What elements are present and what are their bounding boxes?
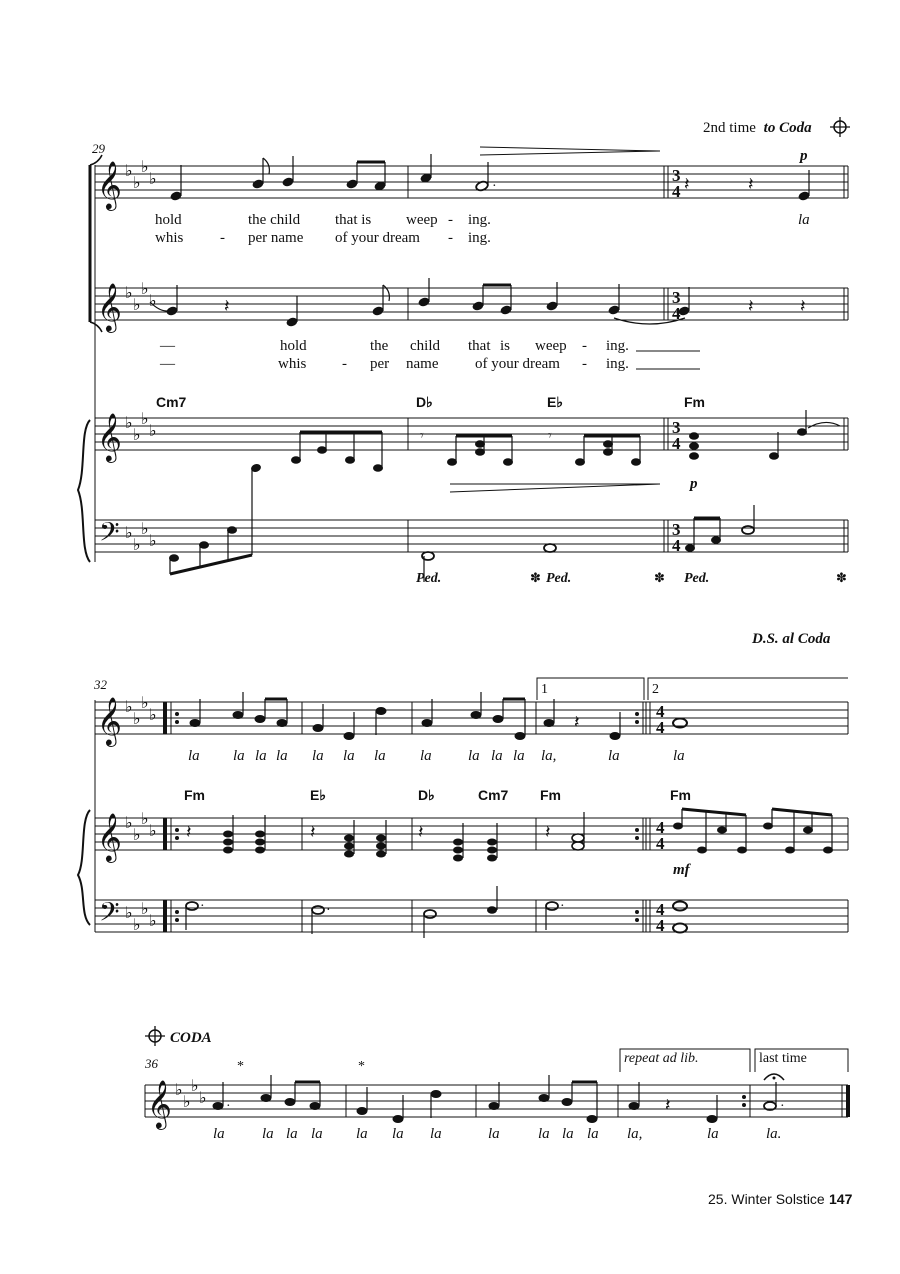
breath-mark: * [358,1059,365,1074]
lyric: name [406,356,439,372]
flat-icon: ♭ [133,827,141,844]
hairpin-piano [450,484,660,492]
piano-lh-notes [169,505,754,582]
chord-symbol: Cm7 [156,394,187,410]
pedal-marks [416,570,847,586]
treble-clef-icon: 𝄞 [97,815,122,861]
volta-bracket-1 [537,678,644,700]
lyric: la [513,748,525,764]
flat-icon: ♭ [141,695,149,712]
ending-number: 2 [652,682,659,697]
quarter-rest-icon: 𝄽 [684,174,690,194]
time-signature: 4 [656,916,665,935]
coda-heading [145,1026,212,1046]
flat-icon: ♭ [133,297,141,314]
voice1-notes [169,154,810,207]
flat-icon: ♭ [125,815,133,832]
flat-icon: ♭ [141,811,149,828]
lyric: that [468,338,491,354]
chord-symbol: E♭ [547,394,563,410]
svg-text:𝄽: 𝄽 [574,712,580,732]
system-1 [78,141,847,586]
lyric: la [587,1126,599,1142]
treble-clef-icon: 𝄞 [97,285,122,331]
hairpin-decrescendo [480,147,660,155]
dynamic-mf: mf [673,862,690,878]
lyric: la [420,748,432,764]
time-signature: 3 [672,288,681,307]
piano-rh-chords [186,809,833,862]
lyric: weep [535,338,567,354]
direction-prefix: 2nd time [703,120,756,136]
coda-lyrics [213,1126,781,1142]
svg-text:𝄽: 𝄽 [310,822,316,842]
page-number: 147 [829,1191,853,1207]
lyric: la. [766,1126,782,1142]
fermata-icon [764,1074,784,1080]
time-signature: 4 [656,818,665,837]
flat-icon: ♭ [183,1094,191,1111]
time-signature: 4 [656,718,665,737]
lyric: la [233,748,245,764]
lyric: la [538,1126,550,1142]
chord-symbol: Fm [670,787,691,803]
lyric: la [213,1126,225,1142]
svg-text:·: · [780,1099,785,1114]
lyric: la [312,748,324,764]
flat-icon: ♭ [149,171,157,188]
piano-brace-icon [78,810,90,925]
lyric: weep [406,212,438,228]
treble-clef-icon: 𝄞 [97,163,122,209]
coda-label: CODA [170,1030,212,1046]
lyric: - [220,230,225,246]
ds-al-coda-instruction: D.S. al Coda [752,631,831,647]
flat-icon: ♭ [125,163,133,180]
svg-text:·: · [560,899,565,914]
flat-icon: ♭ [149,913,157,930]
pedal-release-icon: ✽ [530,570,541,585]
treble-clef-icon: 𝄞 [97,699,122,745]
chord-symbol: E♭ [310,787,326,803]
lyric: la [491,748,503,764]
last-time-label: last time [759,1051,807,1066]
measure-number: 29 [92,141,105,156]
voice2-lyrics-line2 [159,356,700,372]
lyric: the [370,338,389,354]
lyric: la [262,1126,274,1142]
bracket-repeat-ad-lib [620,1049,750,1072]
svg-text:·: · [172,192,177,207]
time-signature: 4 [672,434,681,453]
lyric: la [707,1126,719,1142]
coda-direction [703,117,850,137]
voice2-staff [95,281,848,333]
flat-icon: ♭ [149,533,157,550]
pedal-down-mark: Ped. [416,571,442,586]
flat-icon: ♭ [141,281,149,298]
bass-clef-icon: 𝄢 [99,517,120,553]
lyric: child [410,338,440,354]
svg-text:𝄾: 𝄾 [548,429,552,444]
flat-icon: ♭ [149,293,157,310]
piano-brace-icon [78,420,90,562]
lyric: la [311,1126,323,1142]
lyric: ing. [468,212,491,228]
lyric: - [448,212,453,228]
melody-notes [190,692,688,740]
lyric: that is [335,212,372,228]
voice1-lyrics-line2 [155,230,491,246]
flat-icon: ♭ [149,707,157,724]
flat-icon: ♭ [125,699,133,716]
piano-lh-notes [186,886,687,938]
lyric: — [160,338,175,354]
repeat-ad-lib-label: repeat ad lib. [624,1051,699,1066]
time-signature: 4 [656,834,665,853]
chord-symbol: Fm [540,787,561,803]
treble-clef-icon: 𝄞 [97,415,122,461]
bass-clef-icon: 𝄢 [99,897,120,933]
flat-icon: ♭ [191,1078,199,1095]
chord-symbol: Fm [684,394,705,410]
svg-text:·: · [326,903,331,918]
lyric: hold [280,338,307,354]
flat-icon: ♭ [133,175,141,192]
lyric: ing. [468,230,491,246]
svg-text:𝄽: 𝄽 [748,296,754,316]
lyric: la [608,748,620,764]
lyric: la [286,1126,298,1142]
piano-lh-staff [95,897,848,935]
voice1-staff [95,159,848,211]
song-title: 25. Winter Solstice [708,1191,825,1207]
lyric: of your dream [335,230,420,246]
flat-icon: ♭ [175,1082,183,1099]
lyric: per [370,356,390,372]
flat-icon: ♭ [125,905,133,922]
lyric: la [798,212,810,228]
lyric: la [188,748,200,764]
lyric: la, [627,1126,643,1142]
svg-text:2nd time to Coda [703,120,812,136]
flat-icon: ♭ [149,823,157,840]
melody-lyrics [188,748,685,764]
breath-mark: * [237,1059,244,1074]
lyric: la, [541,748,557,764]
melody-staff [95,695,848,747]
ending-number: 1 [541,682,548,697]
lyric: hold [155,212,182,228]
time-signature: 3 [672,520,681,539]
time-signature: 4 [672,304,681,323]
piano-lh-staff [95,517,848,555]
flat-icon: ♭ [141,411,149,428]
lyric: la [276,748,288,764]
lyric: - [582,356,587,372]
system-2 [78,631,848,938]
svg-text:𝄽: 𝄽 [418,822,424,842]
quarter-rest-icon: 𝄽 [748,174,754,194]
pedal-release-icon: ✽ [654,570,665,585]
svg-text:𝄽: 𝄽 [224,296,230,316]
lyric: of your dream [475,356,560,372]
flat-icon: ♭ [125,285,133,302]
coda-system [144,1026,848,1142]
svg-text:·: · [200,899,205,914]
lyric: per name [248,230,304,246]
page-footer [708,1191,853,1207]
lyric: la [430,1126,442,1142]
volta-bracket-2 [648,678,848,700]
lyric: la [374,748,386,764]
coda-melody-notes [213,1074,785,1123]
chord-symbols [184,787,691,803]
time-signature: 4 [672,182,681,201]
time-signature: 4 [672,536,681,555]
lyric: la [562,1126,574,1142]
lyric: ing. [606,356,629,372]
svg-text:𝄽: 𝄽 [186,822,192,842]
lyric: - [448,230,453,246]
flat-icon: ♭ [133,537,141,554]
time-signature: 4 [656,900,665,919]
svg-text:𝄽: 𝄽 [665,1095,671,1115]
flat-icon: ♭ [133,917,141,934]
lyric: la [255,748,267,764]
chord-symbol: D♭ [416,394,433,410]
lyric: - [342,356,347,372]
flat-icon: ♭ [149,423,157,440]
flat-icon: ♭ [125,415,133,432]
lyric: the child [248,212,301,228]
lyric: la [673,748,685,764]
bracket-last-time [755,1049,848,1072]
lyric: la [488,1126,500,1142]
flat-icon: ♭ [141,901,149,918]
pedal-release-icon: ✽ [836,570,847,585]
lyric: whis [155,230,184,246]
svg-text:𝄽: 𝄽 [545,822,551,842]
svg-text:𝄾: 𝄾 [420,429,424,444]
time-signature: 4 [656,702,665,721]
lyric: la [343,748,355,764]
lyric: la [468,748,480,764]
voice1-lyrics-line1 [155,212,810,228]
flat-icon: ♭ [141,159,149,176]
chord-symbol: Cm7 [478,787,509,803]
lyric: whis [278,356,307,372]
lyric: la [392,1126,404,1142]
lyric: — [160,356,175,372]
dynamic-p-piano: p [690,476,698,492]
coda-symbol-icon [830,117,850,137]
flat-icon: ♭ [133,711,141,728]
svg-text:·: · [492,179,497,194]
time-signature: 3 [672,166,681,185]
flat-icon: ♭ [125,525,133,542]
chord-symbol: Fm [184,787,205,803]
direction-main: to Coda [763,120,812,136]
svg-text:·: · [226,1099,231,1114]
pedal-down-mark: Ped. [546,571,572,586]
coda-symbol-icon [145,1026,165,1046]
treble-clef-icon: 𝄞 [147,1082,172,1128]
lyric: la [356,1126,368,1142]
chord-symbols [156,394,705,410]
lyric: - [582,338,587,354]
time-signature: 3 [672,418,681,437]
chord-symbol: D♭ [418,787,435,803]
measure-number: 32 [94,677,107,692]
flat-icon: ♭ [199,1090,207,1107]
flat-icon: ♭ [133,427,141,444]
pedal-down-mark: Ped. [684,571,710,586]
measure-number: 36 [145,1056,158,1071]
voice2-lyrics-line1 [159,338,700,354]
lyric: ing. [606,338,629,354]
piano-rh-staff [95,811,848,863]
svg-text:𝄽: 𝄽 [800,296,806,316]
dynamic-p-voice: p [800,148,808,164]
flat-icon: ♭ [141,521,149,538]
lyric: is [500,338,511,354]
